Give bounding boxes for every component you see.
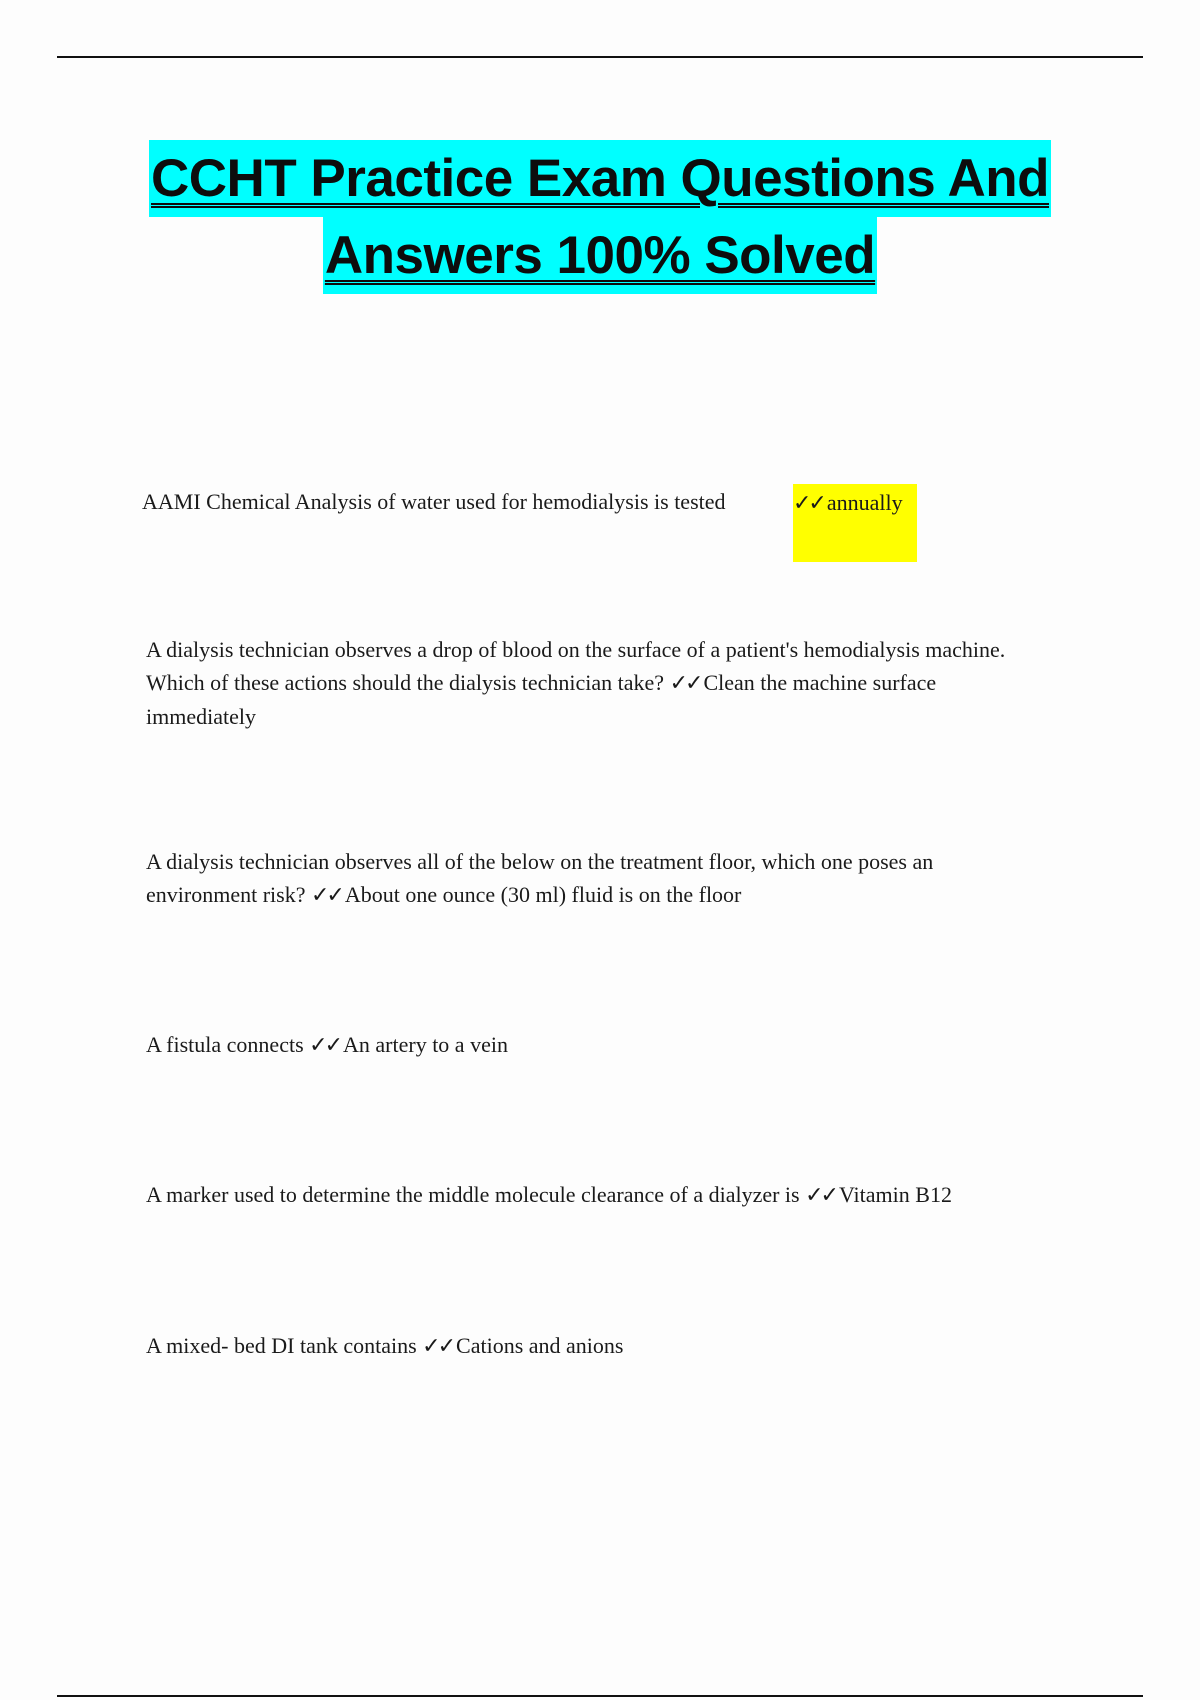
document-title (0, 140, 1200, 294)
footer-rule (57, 1695, 1143, 1697)
qa-item-6 (146, 1329, 1046, 1363)
answer-text: Cations and anions (456, 1333, 624, 1358)
header-rule (57, 56, 1143, 58)
answer-text: An artery to a vein (343, 1032, 508, 1057)
answer-text: About one ounce (30 ml) fluid is on the floor (344, 882, 742, 907)
question-text: A mixed- bed DI tank contains (146, 1333, 417, 1358)
title-line-1: CCHT Practice Exam Questions And (149, 140, 1051, 217)
qa-item-2 (146, 633, 1046, 733)
answer-text: Clean the machine surface immediately (146, 670, 937, 729)
double-check-icon: ✓✓ (309, 1033, 341, 1058)
question-text: AAMI Chemical Analysis of water used for hemodialysis is tested (142, 489, 726, 514)
qa-item-5 (146, 1178, 1146, 1212)
question-text: A fistula connects (146, 1032, 304, 1057)
double-check-icon: ✓✓ (805, 1183, 836, 1208)
qa-item-3 (146, 845, 1046, 912)
answer-text: annually (826, 490, 903, 515)
double-check-icon: ✓✓ (310, 883, 342, 908)
question-text: A marker used to determine the middle molecule clearance of a dialyzer is (146, 1182, 800, 1207)
qa-item-4 (146, 1028, 1046, 1062)
double-check-icon: ✓✓ (422, 1334, 454, 1359)
question-1 (142, 485, 726, 518)
question-text: A dialysis technician observes a drop of blood on the surface of a patient's hemodialysis machine. Which of these actions should the dialysis technician take? (146, 637, 1006, 695)
double-check-icon: ✓✓ (793, 491, 824, 516)
question-text: A dialysis technician observes all of the below on the treatment floor, which one poses an environment risk? (146, 849, 934, 907)
double-check-icon: ✓✓ (669, 671, 701, 696)
title-line-2: Answers 100% Solved (323, 217, 877, 294)
answer-text: Vitamin B12 (838, 1182, 952, 1207)
answer-1 (793, 486, 903, 520)
